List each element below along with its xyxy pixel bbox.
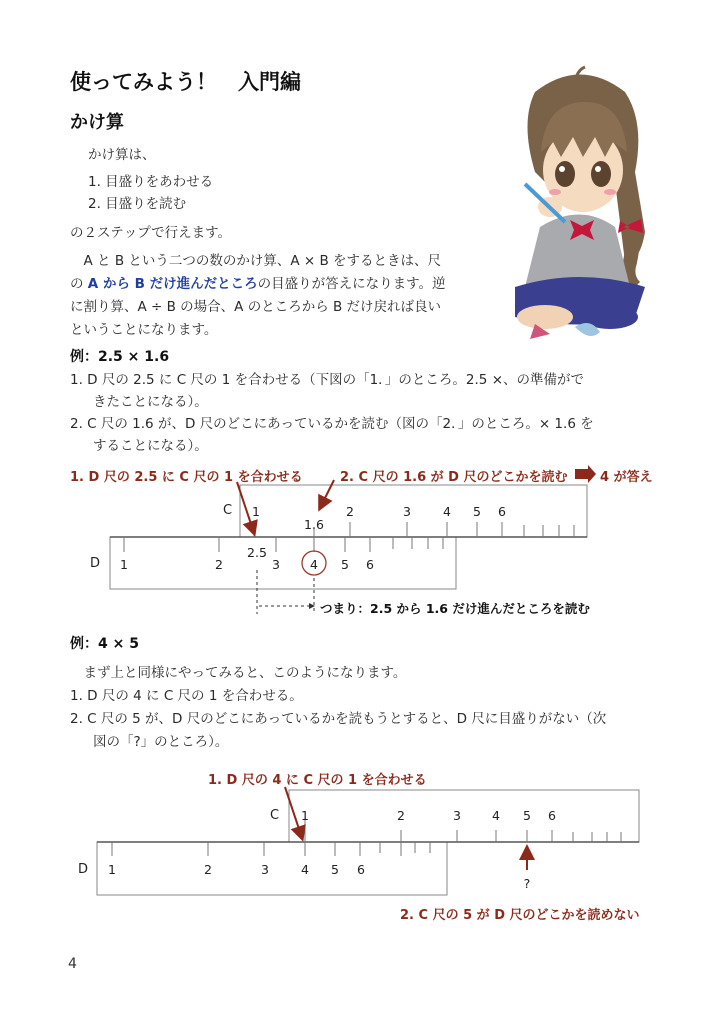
c-scale-label-2: C	[270, 808, 280, 823]
c-scale-label: C	[223, 503, 233, 518]
diagram-1-annotation-2: 2. C 尺の 1.6 が D 尺のどこかを読む	[340, 470, 568, 485]
d-mark-2-5: 2.5	[247, 545, 267, 560]
example-1-heading: 例：2.5 × 1.6	[70, 349, 170, 365]
para-line-1: A と B という二つの数のかけ算、A × B をするときは、尺	[70, 253, 442, 269]
example-1-item-2-line-1: 2. C 尺の 1.6 が、D 尺のどこにあっているかを読む（図の「2．」のところ。× 1.6 を	[70, 416, 594, 432]
d-scale-label: D	[90, 556, 101, 571]
c2-tick-4: 4	[492, 808, 500, 823]
para-highlight: A から B だけ進んだところ	[87, 276, 258, 292]
example-1-item-1-line-2: きたことになる）。	[93, 394, 208, 410]
c-tick-5: 5	[473, 504, 481, 519]
d-tick-1: 1	[120, 557, 128, 572]
c2-tick-2: 2	[397, 808, 405, 823]
c-mark-1-6: 1.6	[304, 517, 324, 532]
question-mark: ?	[523, 876, 531, 891]
c-tick-3: 3	[403, 504, 411, 519]
d-tick-5: 5	[341, 557, 349, 572]
c-tick-1: 1	[252, 504, 260, 519]
diagram-1-footnote: つまり：2.5 から 1.6 だけ進んだところを読む	[320, 601, 590, 616]
diagram-1-annotation-1: 1. D 尺の 2.5 に C 尺の 1 を合わせる	[70, 470, 303, 485]
d-tick-2: 2	[215, 557, 223, 572]
d-tick-4-circled: 4	[310, 557, 318, 572]
example-1-item-1-line-1: 1. D 尺の 2.5 に C 尺の 1 を合わせる（下図の「1．」のところ。2.5 ×、の準備がで	[70, 372, 585, 388]
example-1-item-2-line-2: することになる）。	[93, 438, 208, 454]
d2-tick-2: 2	[204, 862, 212, 877]
steps-outro: の２ステップで行えます。	[70, 225, 232, 241]
d2-tick-1: 1	[108, 862, 116, 877]
c2-tick-1: 1	[301, 808, 309, 823]
para-line-4: ということになります。	[70, 322, 218, 338]
d-tick-3: 3	[272, 557, 280, 572]
d2-tick-4: 4	[301, 862, 309, 877]
c-tick-6: 6	[498, 504, 506, 519]
d-scale-label-2: D	[78, 862, 89, 877]
d2-tick-5: 5	[331, 862, 339, 877]
diagram-2-annotation-1: 1. D 尺の 4 に C 尺の 1 を合わせる	[208, 773, 427, 788]
diagram-1-result: 4 が答え	[600, 470, 653, 485]
example-2-item-1: 1. D 尺の 4 に C 尺の 1 を合わせる。	[70, 688, 303, 704]
para-line-3: に割り算、A ÷ B の場合、A のところから B だけ戻れば良い	[70, 299, 442, 315]
page-title: 使ってみよう！ 入門編	[70, 70, 301, 94]
example-2-intro: まず上と同様にやってみると、このようになります。	[70, 665, 407, 681]
c2-tick-6: 6	[548, 808, 556, 823]
example-2-heading: 例：4 × 5	[70, 636, 139, 652]
d2-tick-3: 3	[261, 862, 269, 877]
d2-tick-6: 6	[357, 862, 365, 877]
step-2: 2. 目盛りを読む	[88, 196, 187, 212]
para-line-2-post: の目盛りが答えになります。逆	[257, 276, 446, 292]
example-2-item-2-line-1: 2. C 尺の 5 が、D 尺のどこにあっているかを読もうとすると、D 尺に目盛りがない（次	[70, 711, 607, 727]
para-line-2-pre: の	[70, 276, 88, 292]
c-tick-4: 4	[443, 504, 451, 519]
step-1: 1. 目盛りをあわせる	[88, 174, 214, 190]
c2-tick-5: 5	[523, 808, 531, 823]
c-tick-2: 2	[346, 504, 354, 519]
section-title: かけ算	[70, 112, 124, 133]
d-tick-6: 6	[366, 557, 374, 572]
example-2-item-2-line-2: 図の「?」のところ）。	[93, 734, 229, 750]
intro-text: かけ算は、	[88, 147, 156, 163]
page-number: 4	[68, 956, 77, 972]
diagram-2-annotation-2: 2. C 尺の 5 が D 尺のどこかを読めない	[400, 908, 640, 923]
c2-tick-3: 3	[453, 808, 461, 823]
